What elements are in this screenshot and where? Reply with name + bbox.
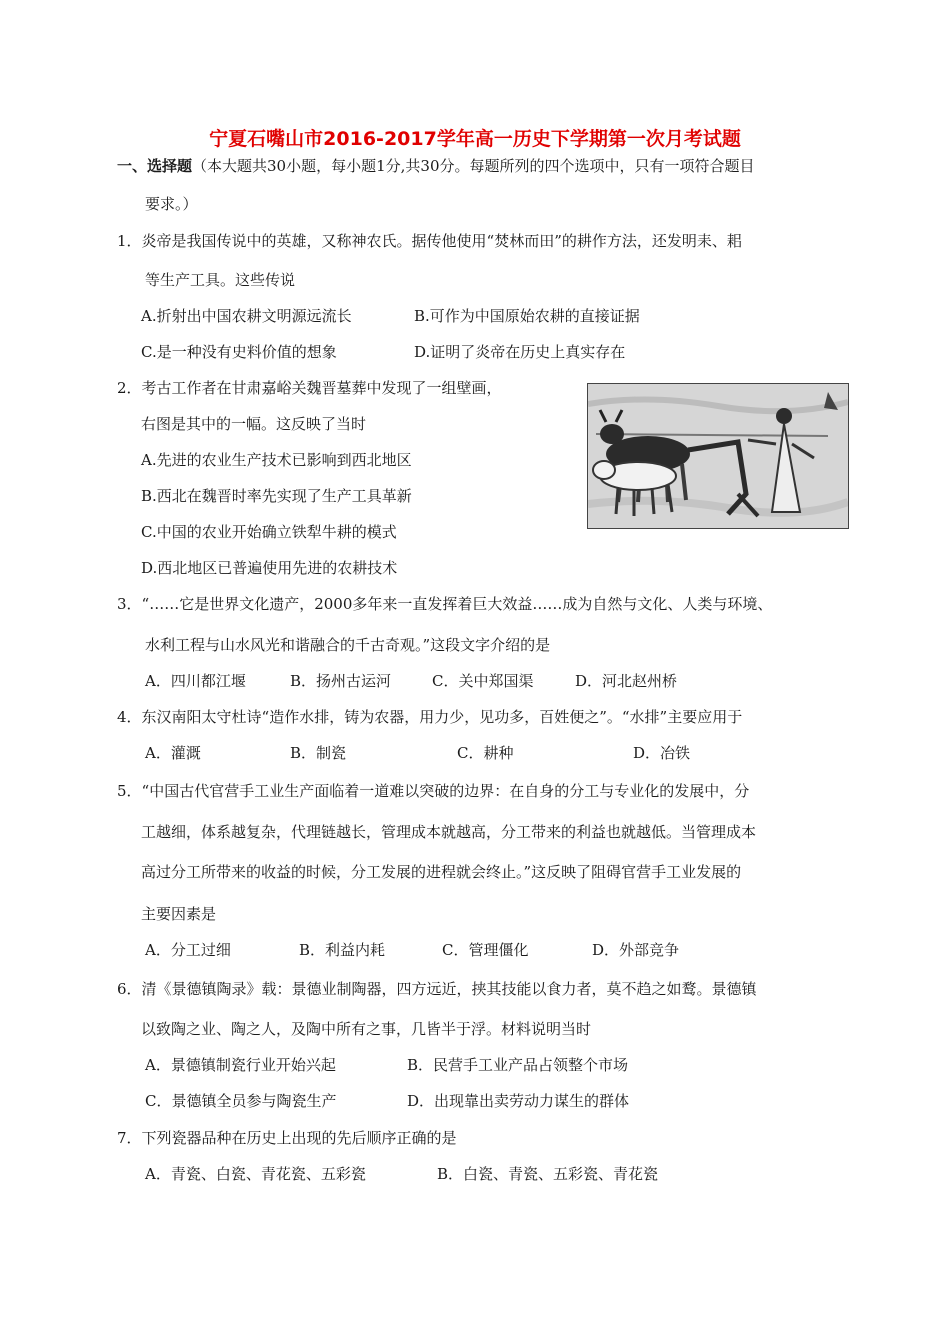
q6-stem-1: 6．清《景德镇陶录》载：景德业制陶器，四方远近，挟其技能以食力者，莫不趋之如鹜。景德镇	[117, 980, 757, 998]
q6-option-b: B．民营手工业产品占领整个市场	[407, 1056, 629, 1074]
q2-stem-1: 2．考古工作者在甘肃嘉峪关魏晋墓葬中发现了一组壁画，	[117, 379, 502, 397]
q6-stem-2: 以致陶之业、陶之人，及陶中所有之事，几皆半于浮。材料说明当时	[141, 1020, 592, 1038]
q5-stem-4: 主要因素是	[141, 905, 217, 923]
q3-option-b: B．扬州古运河	[290, 672, 392, 690]
q7-option-b: B．白瓷、青瓷、五彩瓷、青花瓷	[437, 1165, 659, 1183]
q2-option-b: B.西北在魏晋时率先实现了生产工具革新	[141, 487, 412, 505]
q6-option-c: C．景德镇全员参与陶瓷生产	[145, 1092, 337, 1110]
section-header	[117, 156, 755, 176]
q5-option-a: A．分工过细	[145, 941, 231, 959]
q3-option-a: A．四川都江堰	[145, 672, 246, 690]
section-label: 一、选择题	[117, 157, 193, 175]
page-title: 宁夏石嘴山市2016-2017学年高一历史下学期第一次月考试题	[209, 128, 741, 150]
q5-stem-2: 工越细，体系越复杂，代理链越长，管理成本就越高，分工带来的利益也就越低。当管理成本	[141, 823, 757, 841]
section-desc-1: （本大题共30小题，每小题1分,共30分。每题所列的四个选项中，只有一项符合题目	[192, 157, 755, 175]
q3-stem-1: 3．“……它是世界文化遗产，2000多年来一直发挥着巨大效益……成为自然与文化、人类与环境、	[117, 595, 773, 613]
q2-option-d: D.西北地区已普遍使用先进的农耕技术	[141, 559, 398, 577]
mural-drawing	[588, 384, 848, 528]
q2-option-a: A.先进的农业生产技术已影响到西北地区	[141, 451, 412, 469]
mural-ox-plowing-image	[587, 383, 849, 529]
q4-stem-1: 4．东汉南阳太守杜诗“造作水排，铸为农器，用力少，见功多，百姓便之”。“水排”主要应用于	[117, 708, 743, 726]
q5-option-b: B．利益内耗	[299, 941, 386, 959]
q1-option-a: A.折射出中国农耕文明源远流长	[141, 307, 352, 325]
q4-option-c: C．耕种	[457, 744, 514, 762]
q1-option-c: C.是一种没有史料价值的想象	[141, 343, 337, 361]
q7-option-a: A．青瓷、白瓷、青花瓷、五彩瓷	[145, 1165, 366, 1183]
q3-stem-2: 水利工程与山水风光和谐融合的千古奇观。”这段文字介绍的是	[145, 636, 551, 654]
q2-stem-2: 右图是其中的一幅。这反映了当时	[141, 415, 367, 433]
q2-option-c: C.中国的农业开始确立铁犁牛耕的模式	[141, 523, 397, 541]
q5-option-c: C．管理僵化	[442, 941, 529, 959]
q1-stem-2: 等生产工具。这些传说	[145, 271, 296, 289]
q7-stem-1: 7．下列瓷器品种在历史上出现的先后顺序正确的是	[117, 1129, 457, 1147]
q4-option-b: B．制瓷	[290, 744, 347, 762]
q5-stem-3: 高过分工所带来的收益的时候，分工发展的进程就会终止。”这反映了阻碍官营手工业发展的	[141, 863, 742, 881]
q1-option-b: B.可作为中国原始农耕的直接证据	[414, 307, 640, 325]
q3-option-d: D．河北赵州桥	[575, 672, 678, 690]
q6-option-a: A．景德镇制瓷行业开始兴起	[145, 1056, 336, 1074]
q1-option-d: D.证明了炎帝在历史上真实存在	[414, 343, 626, 361]
q3-option-c: C．关中郑国渠	[432, 672, 534, 690]
q5-stem-1: 5．“中国古代官营手工业生产面临着一道难以突破的边界：在自身的分工与专业化的发展中，分	[117, 782, 750, 800]
q4-option-a: A．灌溉	[145, 744, 201, 762]
q5-option-d: D．外部竞争	[592, 941, 680, 959]
q1-stem-1: 1．炎帝是我国传说中的英雄，又称神农氏。据传他使用“焚林而田”的耕作方法，还发明耒、耜	[117, 232, 742, 250]
q6-option-d: D．出现靠出卖劳动力谋生的群体	[407, 1092, 630, 1110]
q4-option-d: D．冶铁	[633, 744, 691, 762]
section-desc-2: 要求。）	[145, 195, 198, 213]
